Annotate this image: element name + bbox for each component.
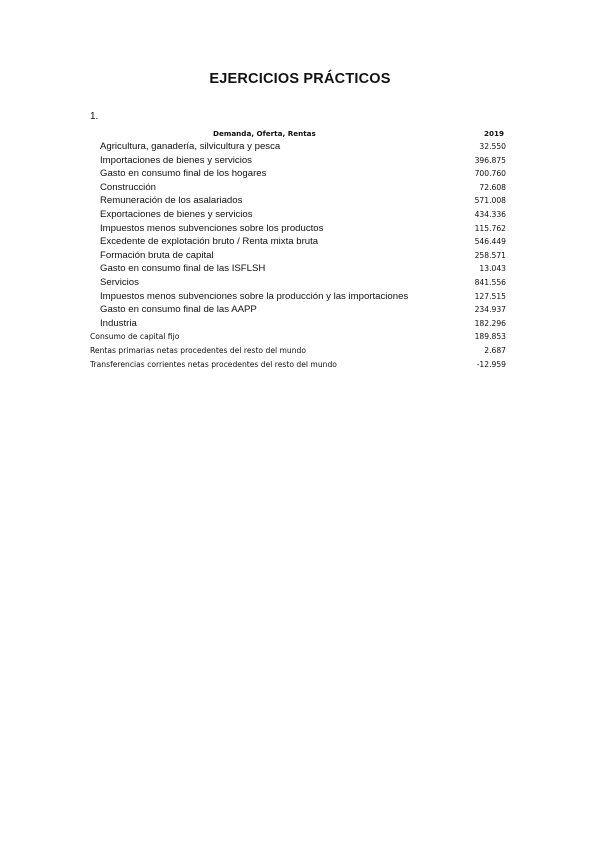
table-row: [0, 222, 600, 236]
table-row: [0, 235, 600, 249]
row-label: Industria: [100, 317, 137, 329]
row-value: 434.336: [474, 210, 506, 219]
table-row: [0, 208, 600, 222]
row-value: 2.687: [484, 346, 506, 355]
row-value: -12.959: [476, 359, 506, 369]
row-label: Agricultura, ganadería, silvicultura y pesca: [100, 141, 281, 152]
table-row: [0, 249, 600, 263]
table-row: [0, 330, 600, 344]
row-label: Construcción: [100, 181, 156, 193]
header-label: Demanda, Oferta, Rentas: [213, 129, 316, 138]
row-value: 841.556: [474, 278, 506, 287]
row-value: 72.608: [479, 182, 506, 192]
row-value: 700.760: [474, 169, 506, 179]
row-label: Formación bruta de capital: [100, 249, 214, 261]
table-row: [0, 303, 600, 317]
row-label: Rentas primarias netas procedentes del resto del mundo: [90, 346, 306, 355]
row-value: 32.550: [479, 142, 506, 151]
row-value: 396.875: [474, 155, 506, 165]
row-value: 571.008: [474, 196, 506, 206]
row-value: 13.043: [479, 264, 506, 274]
table-row: [0, 358, 600, 372]
document-title: EJERCICIOS PRÁCTICOS: [209, 71, 391, 87]
row-label: Remuneración de los asalariados: [100, 195, 243, 207]
table-row: [0, 262, 600, 276]
row-value: 189.853: [474, 332, 506, 342]
row-value: 127.515: [474, 291, 506, 301]
row-label: Impuestos menos subvenciones sobre los productos: [100, 222, 324, 234]
table-row: [0, 154, 600, 168]
table-row: [0, 317, 600, 331]
row-label: Gasto en consumo final de las AAPP: [100, 304, 257, 316]
table-row: [0, 167, 600, 181]
table-row: [0, 194, 600, 208]
row-label: Importaciones de bienes y servicios: [100, 154, 252, 166]
exercise-number: 1.: [90, 111, 99, 122]
table-row: [0, 140, 600, 154]
row-label: Consumo de capital fijo: [90, 332, 180, 342]
row-label: Gasto en consumo final de las ISFLSH: [100, 263, 266, 275]
row-value: 258.571: [474, 250, 506, 260]
row-label: Excedente de explotación bruto / Renta mixta bruta: [100, 236, 319, 248]
row-label: Gasto en consumo final de los hogares: [100, 168, 267, 180]
table-row: [0, 290, 600, 304]
row-value: 546.449: [474, 237, 506, 247]
row-value: 234.937: [474, 305, 506, 315]
table-header: [0, 127, 600, 139]
table-row: [0, 276, 600, 290]
row-label: Transferencias corrientes netas procedentes del resto del mundo: [90, 359, 337, 369]
row-value: 115.762: [474, 223, 506, 233]
row-value: 182.296: [474, 318, 506, 328]
row-label: Servicios: [100, 277, 139, 288]
header-year: 2019: [483, 129, 504, 138]
table-row: [0, 181, 600, 195]
table-row: [0, 344, 600, 358]
row-label: Impuestos menos subvenciones sobre la producción y las importaciones: [100, 290, 409, 302]
row-label: Exportaciones de bienes y servicios: [100, 209, 253, 220]
